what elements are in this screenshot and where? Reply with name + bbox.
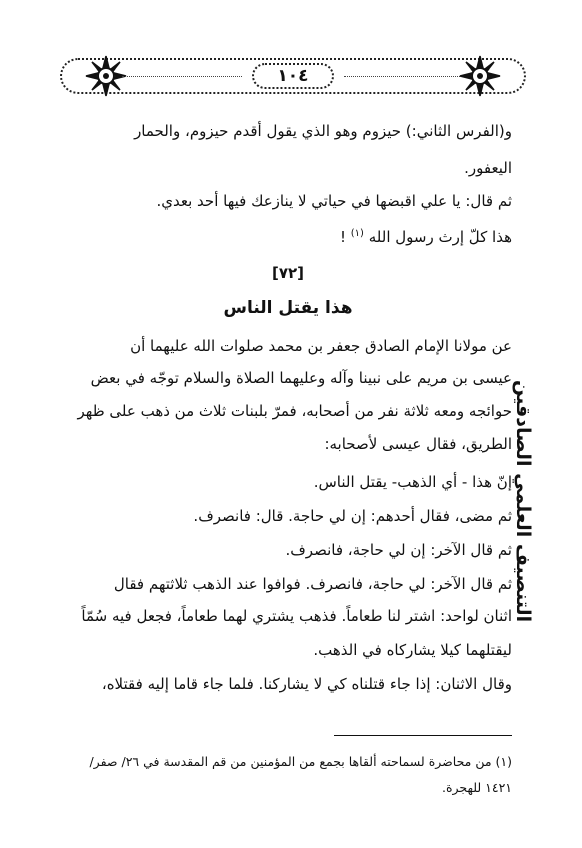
footnote-line: ١٤٢١ للهجرة. xyxy=(441,780,512,795)
section-number: [٧٢] xyxy=(271,264,305,282)
paragraph-line: عن مولانا الإمام الصادق جعفر بن محمد صلوات الله عليهما أن xyxy=(130,337,512,355)
paragraph-line: و(الفرس الثاني:) حيزوم وهو الذي يقول أقدم حيزوم، والحمار xyxy=(134,122,512,140)
paragraph-line: إنّ هذا - أي الذهب- يقتل الناس. xyxy=(313,473,512,491)
footnote-divider xyxy=(334,735,512,736)
paragraph-line: عيسى بن مريم على نبينا وآله وعليهما الصلاة والسلام توجّه في بعض xyxy=(90,369,512,387)
paragraph-line: ليقتلهما كيلا يشاركاه في الذهب. xyxy=(313,641,512,659)
footnote-line: (١) من محاضرة لسماحته ألقاها بجمع من المؤمنين من قم المقدسة في ٢٦/ صفر/ xyxy=(89,754,512,769)
page-number: ١٠٤ xyxy=(252,63,334,89)
page-header xyxy=(60,58,526,94)
header-dotted-rule-right xyxy=(344,76,464,77)
paragraph-line: اثنان لواحد: اشتر لنا طعاماً. فذهب يشتري لهما طعاماً، فجعل فيه سُمّاً xyxy=(81,607,512,625)
paragraph-line: ثم قال: يا علي اقبضها في حياتي لا ينازعك فيها أحد بعدي. xyxy=(156,192,512,210)
quote-end: ! xyxy=(339,228,346,246)
quote-text: هذا كلّ إرث رسول الله xyxy=(368,228,512,246)
paragraph-line: حوائجه ومعه ثلاثة نفر من أصحابه، فمرّ بلبنات ثلاث من ذهب على ظهر xyxy=(77,402,512,420)
footnote-marker: (١) xyxy=(350,228,364,239)
paragraph-line: ثم قال الآخر: إن لي حاجة، فانصرف. xyxy=(285,541,512,559)
sun-ornament-icon xyxy=(458,54,502,98)
running-side-title: التنصيف العلمي الصادقين xyxy=(512,380,534,623)
section-title: هذا يقتل الناس xyxy=(223,298,353,318)
paragraph-line: وقال الاثنان: إذا جاء قتلناه كي لا يشاركنا. فلما جاء قاما إليه فقتلاه، xyxy=(101,675,512,693)
paragraph-line: الطريق، فقال عيسى لأصحابه: xyxy=(324,435,512,453)
paragraph-line: اليعفور. xyxy=(464,159,512,177)
paragraph-line: ثم مضى، فقال أحدهم: إن لي حاجة. قال: فانصرف. xyxy=(193,507,512,525)
paragraph-line: ثم قال الآخر: لي حاجة، فانصرف. فوافوا عند الذهب ثلاثتهم فقال xyxy=(113,575,512,593)
paragraph-line xyxy=(64,222,512,249)
header-dotted-rule-left xyxy=(122,76,242,77)
